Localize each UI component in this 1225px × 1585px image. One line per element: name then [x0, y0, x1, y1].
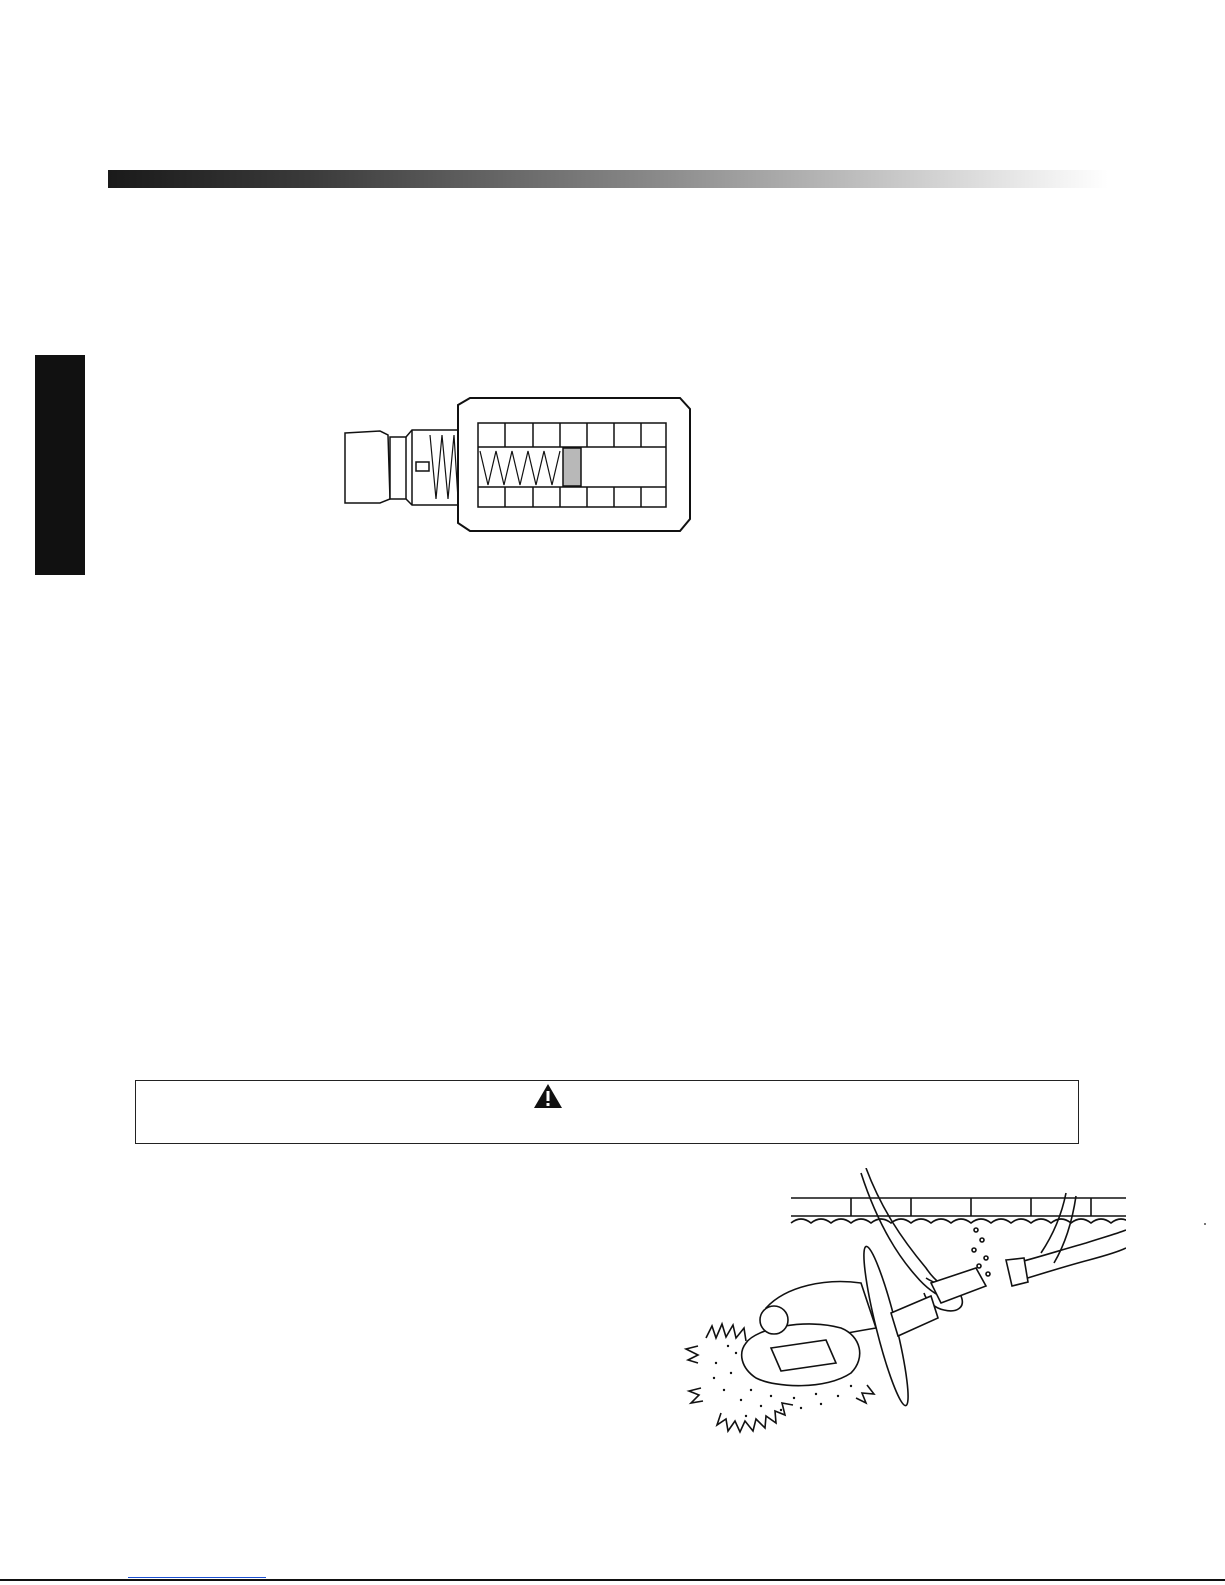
warning-box [135, 1080, 1079, 1144]
side-section-tab [35, 355, 85, 575]
stray-mark [1204, 1223, 1206, 1225]
flow-valve-diagram [330, 395, 700, 540]
footer-rule [0, 1579, 1225, 1581]
pool-cleaner-illustration [676, 1168, 1126, 1458]
footer-link-underline[interactable] [128, 1577, 266, 1578]
section-header-bar [108, 170, 1108, 188]
warning-triangle-icon [533, 1083, 563, 1109]
